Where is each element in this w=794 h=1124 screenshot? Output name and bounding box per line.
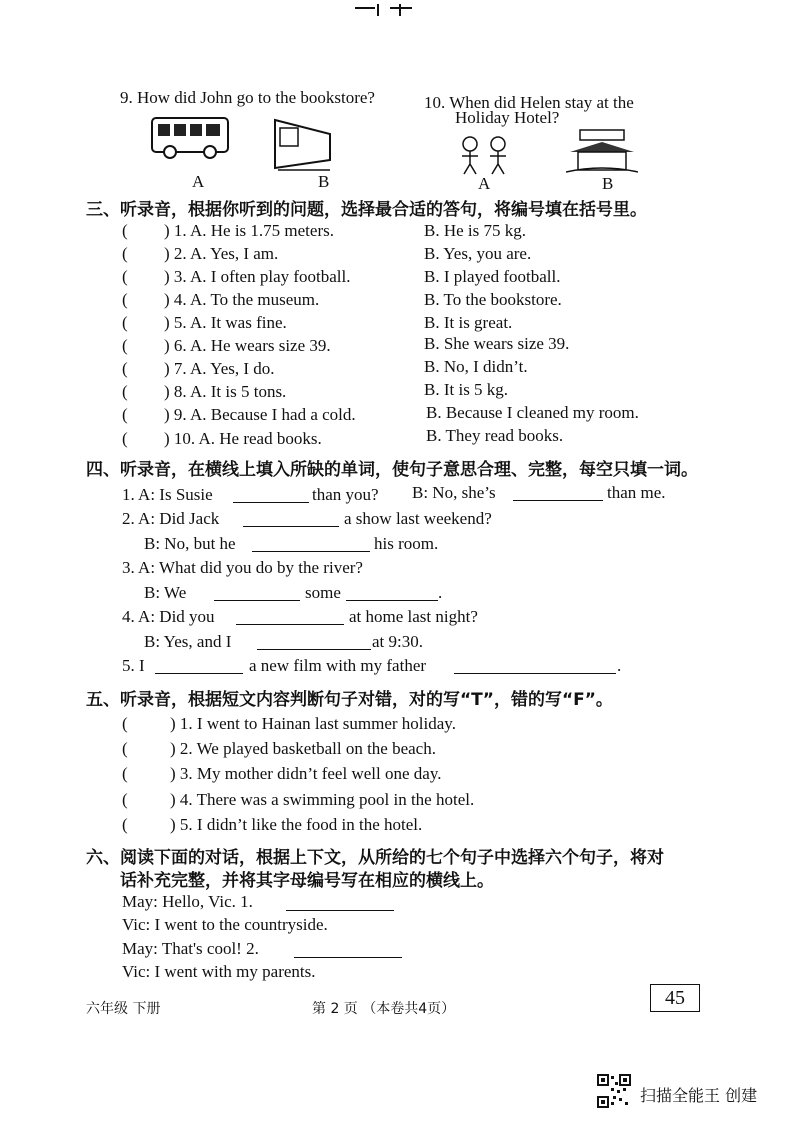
footer-grade: 六年级 下册 xyxy=(86,1001,161,1017)
s3-item-6-a: ) 6. A. He wears size 39. xyxy=(164,336,331,355)
s4-line1-d: than me. xyxy=(607,483,666,502)
s3-paren-9: ( xyxy=(122,405,128,424)
s3-item-4-a: ) 4. A. To the museum. xyxy=(164,290,320,309)
s3-paren-7: ( xyxy=(122,359,128,378)
q9-option-b: B xyxy=(318,172,330,191)
s4-line1-a: 1. A: Is Susie xyxy=(122,485,213,504)
s3-item-10-a: ) 10. A. He read books. xyxy=(164,429,322,448)
top-mark-icon xyxy=(350,0,420,18)
q10-line2: Holiday Hotel? xyxy=(455,108,560,127)
s3-item-1-a: ) 1. A. He is 1.75 meters. xyxy=(164,221,334,240)
s5-item-3: ) 3. My mother didn’t feel well one day. xyxy=(170,764,442,783)
s6-line-3: May: That's cool! 2. xyxy=(122,939,259,958)
s4-line4-c: B: Yes, and I xyxy=(144,632,232,651)
section4-heading: 四、听录音，在横线上填入所缺的单词，使句子意思合理、完整，每空只填一词。 xyxy=(86,460,698,480)
s4-line5-a: 5. I xyxy=(122,656,145,675)
s3-item-2-a: ) 2. A. Yes, I am. xyxy=(164,244,279,263)
s3-item-3-a: ) 3. A. I often play football. xyxy=(164,267,351,286)
page-number: 45 xyxy=(665,987,685,1009)
s4-blank-8[interactable] xyxy=(257,635,371,650)
s5-paren-2: ( xyxy=(122,739,128,758)
s4-line2-d: his room. xyxy=(374,534,439,553)
s4-blank-3[interactable] xyxy=(243,512,339,527)
s4-line4-d: at 9:30. xyxy=(372,632,423,651)
s4-line2-b: a show last weekend? xyxy=(344,509,492,528)
s4-line3-period: . xyxy=(438,583,443,602)
s3-item-4-b: B. To the bookstore. xyxy=(424,290,562,309)
s5-item-1: ) 1. I went to Hainan last summer holiday. xyxy=(170,714,456,733)
s5-paren-1: ( xyxy=(122,714,128,733)
s3-item-2-b: B. Yes, you are. xyxy=(424,244,532,263)
s3-item-8-a: ) 8. A. It is 5 tons. xyxy=(164,382,287,401)
watermark-text: 扫描全能王 创建 xyxy=(640,1086,758,1105)
s3-paren-2: ( xyxy=(122,244,128,263)
s3-paren-4: ( xyxy=(122,290,128,309)
q10-line1: 10. When did Helen stay at the xyxy=(424,93,634,112)
s3-paren-1: ( xyxy=(122,221,128,240)
s5-item-4: ) 4. There was a swimming pool in the hotel. xyxy=(170,790,475,809)
q10-option-b: B xyxy=(602,174,614,193)
s3-item-1-b: B. He is 75 kg. xyxy=(424,221,526,240)
s4-blank-9[interactable] xyxy=(155,659,243,674)
s4-line4-a: 4. A: Did you xyxy=(122,607,215,626)
section6-heading-line2: 话补充完整，并将其字母编号写在相应的横线上。 xyxy=(120,871,494,891)
s4-blank-7[interactable] xyxy=(236,610,344,625)
hotel-icon xyxy=(566,126,638,176)
s5-paren-5: ( xyxy=(122,815,128,834)
section5-heading: 五、听录音，根据短文内容判断句子对错，对的写“T”，错的写“F”。 xyxy=(86,690,613,710)
s3-item-5-a: ) 5. A. It was fine. xyxy=(164,313,287,332)
s4-line5-b: a new film with my father xyxy=(249,656,427,675)
s5-paren-4: ( xyxy=(122,790,128,809)
s3-item-7-b: B. No, I didn’t. xyxy=(424,357,528,376)
train-icon xyxy=(270,112,340,174)
s4-line2-c: B: No, but he xyxy=(144,534,236,553)
s3-paren-8: ( xyxy=(122,382,128,401)
s3-item-8-b: B. It is 5 kg. xyxy=(424,380,509,399)
s3-item-5-b: B. It is great. xyxy=(424,313,513,332)
s4-blank-1[interactable] xyxy=(233,488,309,503)
s3-paren-5: ( xyxy=(122,313,128,332)
s4-blank-10[interactable] xyxy=(454,659,616,674)
section6-heading-line1: 六、阅读下面的对话，根据上下文，从所给的七个句子中选择六个句子，将对 xyxy=(86,848,664,868)
s4-line3-c: some xyxy=(305,583,341,602)
s4-line5-period: . xyxy=(617,656,622,675)
s3-item-6-b: B. She wears size 39. xyxy=(424,334,570,353)
s4-line3-b: B: We xyxy=(144,583,187,602)
s5-item-2: ) 2. We played basketball on the beach. xyxy=(170,739,436,758)
s4-blank-5[interactable] xyxy=(214,586,300,601)
s3-paren-6: ( xyxy=(122,336,128,355)
s3-item-9-b: B. Because I cleaned my room. xyxy=(426,403,639,422)
section3-heading: 三、听录音，根据你听到的问题，选择最合适的答句，将编号填在括号里。 xyxy=(86,200,647,220)
s3-item-10-b: B. They read books. xyxy=(426,426,564,445)
s6-line-4: Vic: I went with my parents. xyxy=(122,962,316,981)
s3-item-9-a: ) 9. A. Because I had a cold. xyxy=(164,405,356,424)
s4-blank-6[interactable] xyxy=(346,586,438,601)
s6-line-2: Vic: I went to the countryside. xyxy=(122,915,328,934)
s3-item-3-b: B. I played football. xyxy=(424,267,561,286)
s3-paren-10: ( xyxy=(122,429,128,448)
q10-option-a: A xyxy=(478,174,491,193)
s5-item-5: ) 5. I didn’t like the food in the hotel. xyxy=(170,815,423,834)
q9-text: 9. How did John go to the bookstore? xyxy=(120,88,375,107)
s4-line3-a: 3. A: What did you do by the river? xyxy=(122,558,363,577)
bus-icon xyxy=(150,114,232,162)
s6-blank-2[interactable] xyxy=(294,943,402,958)
s4-line1-c: B: No, she’s xyxy=(412,483,496,502)
children-icon xyxy=(452,128,522,176)
s6-blank-1[interactable] xyxy=(286,896,394,911)
s5-paren-3: ( xyxy=(122,764,128,783)
s3-paren-3: ( xyxy=(122,267,128,286)
q9-option-a: A xyxy=(192,172,205,191)
footer-page-info: 第 2 页 （本卷共4页） xyxy=(312,1001,456,1017)
s4-line2-a: 2. A: Did Jack xyxy=(122,509,220,528)
s4-line4-b: at home last night? xyxy=(349,607,478,626)
s4-blank-4[interactable] xyxy=(252,537,370,552)
s4-blank-2[interactable] xyxy=(513,486,603,501)
page-number-box xyxy=(650,984,700,1012)
qr-code-icon xyxy=(597,1074,631,1108)
s3-item-7-a: ) 7. A. Yes, I do. xyxy=(164,359,275,378)
s4-line1-b: than you? xyxy=(312,485,379,504)
s6-line-1: May: Hello, Vic. 1. xyxy=(122,892,253,911)
